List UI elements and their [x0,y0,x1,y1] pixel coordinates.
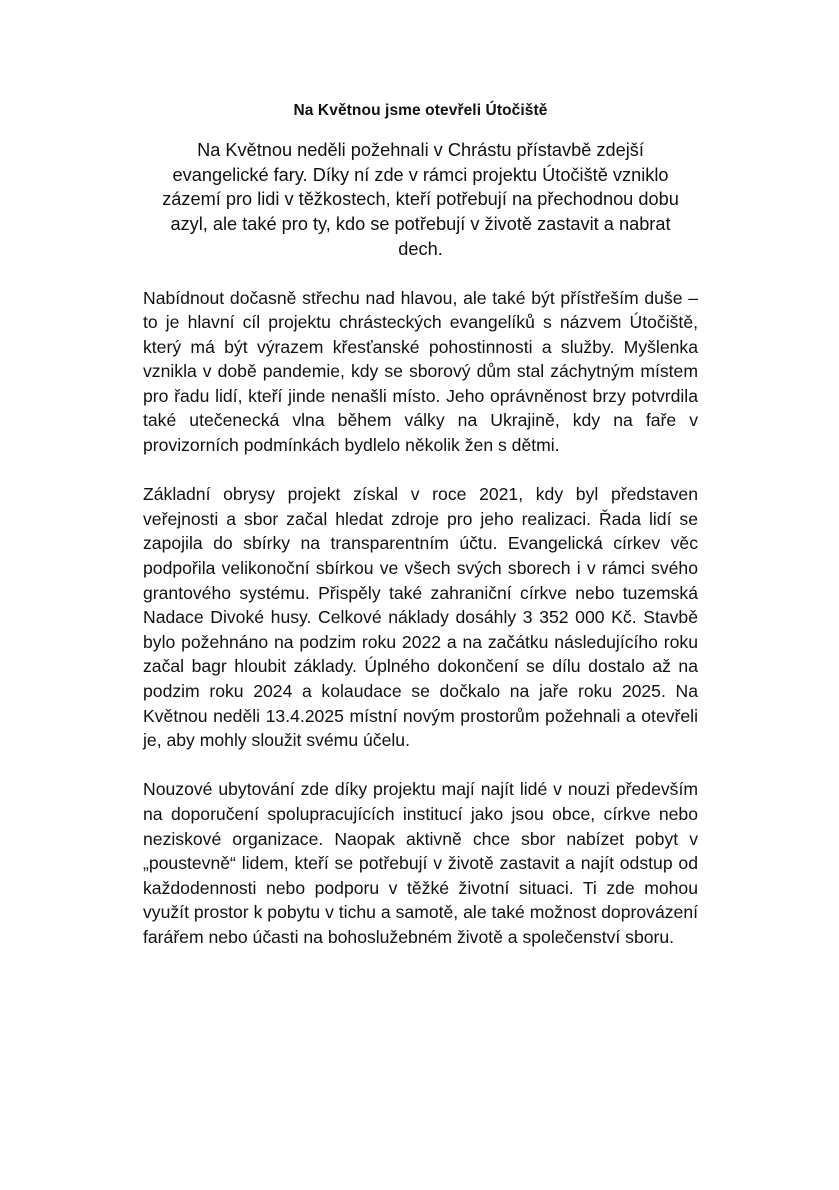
article-title: Na Květnou jsme otevřeli Útočiště [293,102,548,119]
paragraph-history: Základní obrysy projekt získal v roce 2021, kdy byl představen veřejnosti a sbor začal hledat zdroje pro jeho realizaci. Řada lidí se zapojila do sbírky na transparentním účtu. Evangelická církev věc podpořila velikonoční sbírkou ve všech svých sborech i v rámci svého grantového systému. Přispěly také zahraniční církve nebo tuzemská Nadace Divoké husy. Celkové náklady dosáhly 3 352 000 Kč. Stavbě bylo požehnáno na podzim roku 2022 a na začátku následujícího roku začal bagr hloubit základy. Úplného dokončení se dílu dostalo až na podzim roku 2024 a kolaudace se dočkalo na jaře roku 2025. Na Květnou neděli 13.4.2025 místní novým prostorům požehnali a otevřeli je, aby mohly sloužit svému účelu. [143,484,698,751]
article-lead: Na Květnou neděli požehnali v Chrástu přístavbě zdejší evangelické fary. Díky ní zde v rámci projektu Útočiště vzniklo zázemí pro lidi v těžkostech, kteří potřebují na přechodnou dobu azyl, ale také pro ty, kdo se potřebují v životě zastavit a nabrat dech. [162,140,679,259]
paragraph-purpose: Nabídnout dočasně střechu nad hlavou, ale také být přístřeším duše – to je hlavní cíl projektu chrásteckých evangelíků s názvem Útočiště, který má být výrazem křesťanské pohostinnosti a služby. Myšlenka vznikla v době pandemie, kdy se sborový dům stal záchytným místem pro řadu lidí, kteří jinde nenašli místo. Jeho oprávněnost brzy potvrdila také utečenecká vlna během války na Ukrajině, kdy na faře v provizorních podmínkách bydlelo několik žen s dětmi. [143,287,698,456]
paragraph-usage: Nouzové ubytování zde díky projektu mají najít lidé v nouzi především na doporučení spolupracujících institucí jako jsou obce, církve nebo neziskové organizace. Naopak aktivně chce sbor nabízet pobyt v „poustevně“ lidem, kteří se potřebují v životě zastavit a najít odstup od každodennosti nebo podporu v těžké životní situaci. Ti zde mohou využít prostor k pobytu v tichu a samotě, ale také možnost doprovázení farářem nebo účasti na bohoslužebném životě a společenství sboru. [143,779,698,947]
document-page [143,100,698,974]
